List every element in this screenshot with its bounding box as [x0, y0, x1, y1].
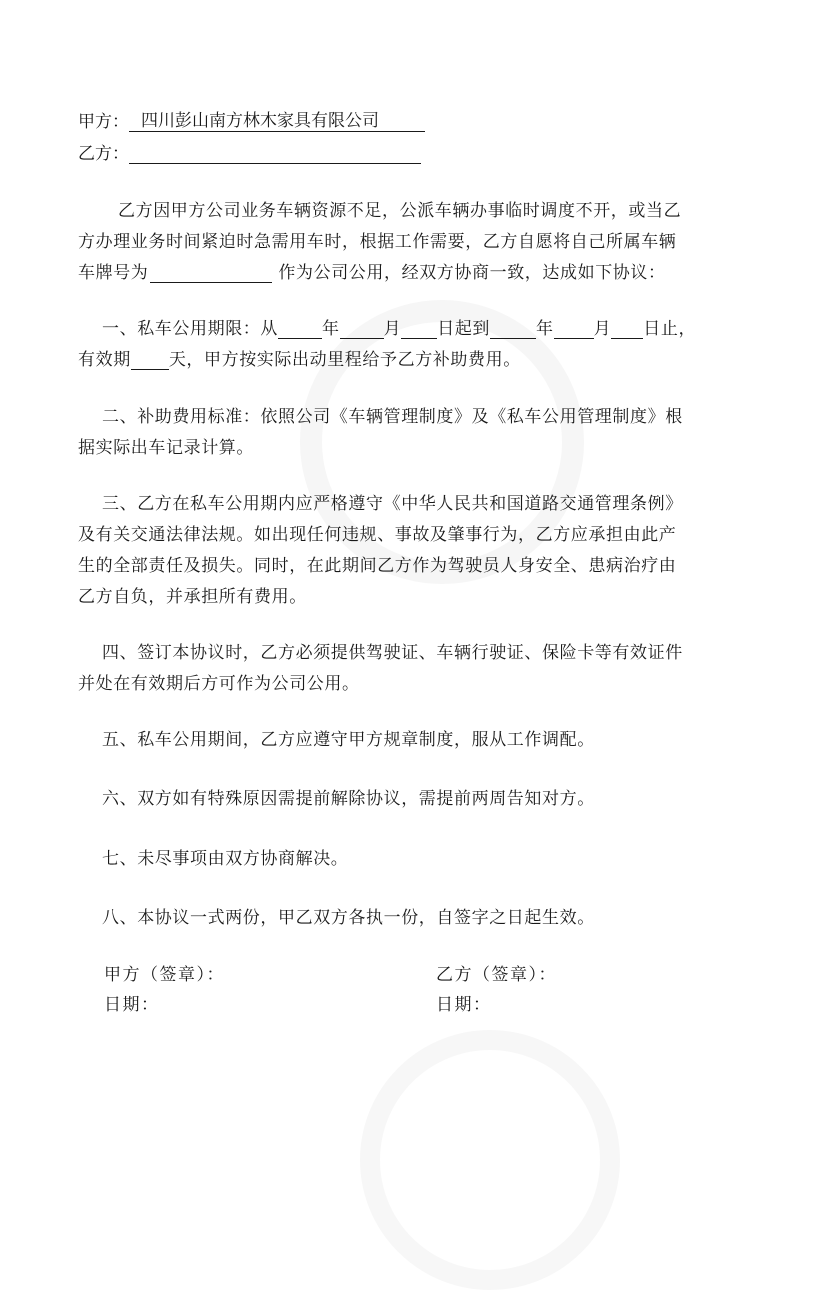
party-b-label: 乙方：: [78, 144, 129, 164]
end-year-blank: [490, 318, 536, 339]
watermark-seal-bottom: [360, 1030, 620, 1290]
clause-3-line-4: 乙方自负，并承担所有费用。: [78, 587, 307, 607]
month-label-1: 月: [383, 319, 402, 339]
start-month-blank: [340, 318, 384, 339]
party-b-row: [78, 139, 421, 164]
start-year-blank: [278, 318, 322, 339]
party-b-signature: 乙方（签章）：: [436, 965, 557, 985]
day-end-label: 日止，: [643, 319, 697, 339]
clause-8: 八、本协议一式两份，甲乙双方各执一份，自签字之日起生效。: [102, 908, 595, 928]
party-b-name-blank: [129, 143, 421, 164]
clause-1-line-2: [78, 345, 521, 370]
clause-5: 五、私车公用期间，乙方应遵守甲方规章制度，服从工作调配。: [102, 730, 595, 750]
party-a-date: 日期：: [104, 995, 160, 1015]
party-a-name: 四川彭山南方林木家具有限公司: [129, 106, 425, 132]
validity-rest: 天，甲方按实际出动里程给予乙方补助费用。: [168, 350, 521, 370]
watermark-seal: [248, 248, 636, 636]
clause-4-line-1: 四、签订本协议时，乙方必须提供驾驶证、车辆行驶证、保险卡等有效证件: [102, 643, 683, 663]
party-b-date: 日期：: [436, 995, 492, 1015]
intro-line-1: 乙方因甲方公司业务车辆资源不足，公派车辆办事临时调度不开，或当乙: [118, 201, 682, 221]
party-a-row: [78, 106, 425, 132]
intro-line-2: 方办理业务时间紧迫时急需用车时，根据工作需要，乙方自愿将自己所属车辆: [78, 232, 677, 252]
party-a-label: 甲方：: [78, 112, 129, 132]
validity-label: 有效期: [78, 350, 131, 370]
plate-label: 车牌号为: [78, 263, 149, 283]
clause-3-line-3: 生的全部责任及损失。同时，在此期间乙方作为驾驶员人身安全、患病治疗由: [78, 556, 677, 576]
intro-line-3-rest: 作为公司公用，经双方协商一致，达成如下协议：: [278, 263, 666, 283]
clause-1-prefix: 一、私车公用期限：从: [102, 319, 278, 339]
clause-6: 六、双方如有特殊原因需提前解除协议，需提前两周告知对方。: [102, 789, 595, 809]
clause-1-line-1: [102, 314, 696, 339]
clause-3-line-2: 及有关交通法律法规。如出现任何违规、事故及肇事行为，乙方应承担由此产: [78, 525, 677, 545]
start-day-blank: [401, 318, 437, 339]
clause-3-line-1: 三、乙方在私车公用期内应严格遵守《中华人民共和国道路交通管理条例》: [102, 494, 683, 514]
clause-4-line-2: 并处在有效期后方可作为公司公用。: [78, 674, 360, 694]
party-a-signature: 甲方（签章）：: [104, 965, 225, 985]
validity-days-blank: [131, 349, 169, 370]
clause-7: 七、未尽事项由双方协商解决。: [102, 849, 349, 869]
end-month-blank: [554, 318, 594, 339]
plate-number-blank: [150, 262, 272, 283]
clause-2-line-2: 据实际出车记录计算。: [78, 438, 254, 458]
year-label-1: 年: [322, 319, 340, 339]
day-start-label: 日起到: [437, 319, 491, 339]
year-label-2: 年: [536, 319, 554, 339]
month-label-2: 月: [593, 319, 612, 339]
intro-line-3: [78, 258, 666, 283]
clause-2-line-1: 二、补助费用标准：依照公司《车辆管理制度》及《私车公用管理制度》根: [102, 407, 683, 427]
end-day-blank: [611, 318, 643, 339]
